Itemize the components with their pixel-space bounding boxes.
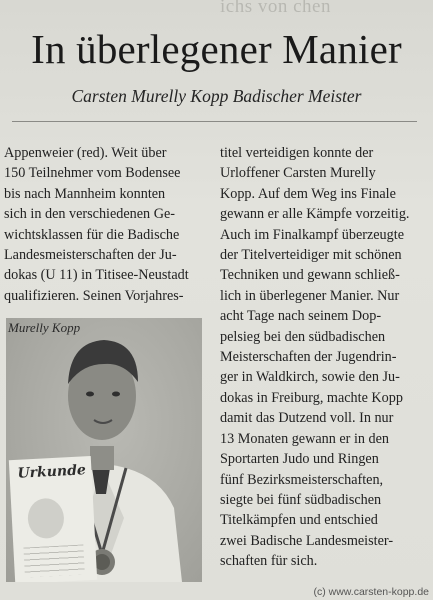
text-line: Titelkämpfen und entschied [220, 512, 378, 529]
text-line: acht Tage nach seinem Dop- [220, 308, 382, 325]
text-line: sich in den verschiedenen Ge- [4, 206, 175, 223]
subheadline: Carsten Murelly Kopp Badischer Meister [71, 86, 362, 106]
text-line: 150 Teilnehmer vom Bodensee [4, 165, 181, 182]
text-line: Urloffener Carsten Murelly [220, 165, 376, 182]
text-line: qualifizieren. Seinen Vorjahres- [4, 287, 184, 304]
article-column-left [4, 143, 211, 306]
text-line: zwei Badische Landesmeister- [220, 532, 394, 549]
text-line: schaften für sich. [220, 553, 318, 570]
emblem-icon [27, 497, 65, 539]
athlete-photo [6, 318, 202, 582]
text-line: 13 Monaten gewann er in den [220, 430, 390, 447]
text-line: pelsieg bei den südbadischen [220, 328, 386, 345]
text-line: lich in überlegener Manier. Nur [220, 287, 400, 304]
divider-rule [12, 121, 417, 122]
text-line: siegte bei fünf südbadischen [220, 491, 382, 508]
text-line: Techniken und gewann schließ- [220, 267, 400, 284]
text-line: titel verteidigen konnte der [220, 145, 374, 161]
text-line: Auch im Finalkampf überzeugte [220, 226, 404, 243]
text-line: Sportarten Judo und Ringen [220, 451, 379, 468]
certificate-title: Urkunde [17, 462, 87, 482]
article-column-right [220, 143, 427, 572]
text-line: Kopp. Auf dem Weg ins Finale [220, 185, 396, 202]
text-line: bis nach Mannheim konnten [4, 185, 166, 202]
certificate [9, 456, 97, 582]
text-line: damit das Dutzend voll. In nur [220, 410, 394, 427]
text-line: ger in Waldkirch, sowie den Ju- [220, 369, 400, 386]
text-line: Landesmeisterschaften der Ju- [4, 247, 177, 264]
headline: In überlegener Manier [31, 26, 402, 72]
text-line: der Titelverteidiger mit schönen [220, 247, 402, 264]
photo-caption: Murelly Kopp [8, 320, 81, 335]
text-line: wichtsklassen für die Badische [4, 226, 180, 243]
copyright-notice: (c) www.carsten-kopp.de [313, 586, 429, 598]
certificate-text-lines [23, 544, 84, 577]
previous-article-bleed: ichs von chen [220, 0, 331, 14]
text-line: gewann er alle Kämpfe vorzeitig. [220, 206, 410, 223]
text-line: dokas in Freiburg, machte Kopp [220, 389, 403, 406]
text-line: fünf Bezirksmeisterschaften, [220, 471, 384, 488]
text-line: Meisterschaften der Jugendrin- [220, 349, 397, 366]
text-line: dokas (U 11) in Titisee-Neustadt [4, 267, 189, 284]
text-line: Appenweier (red). Weit über [4, 145, 167, 161]
